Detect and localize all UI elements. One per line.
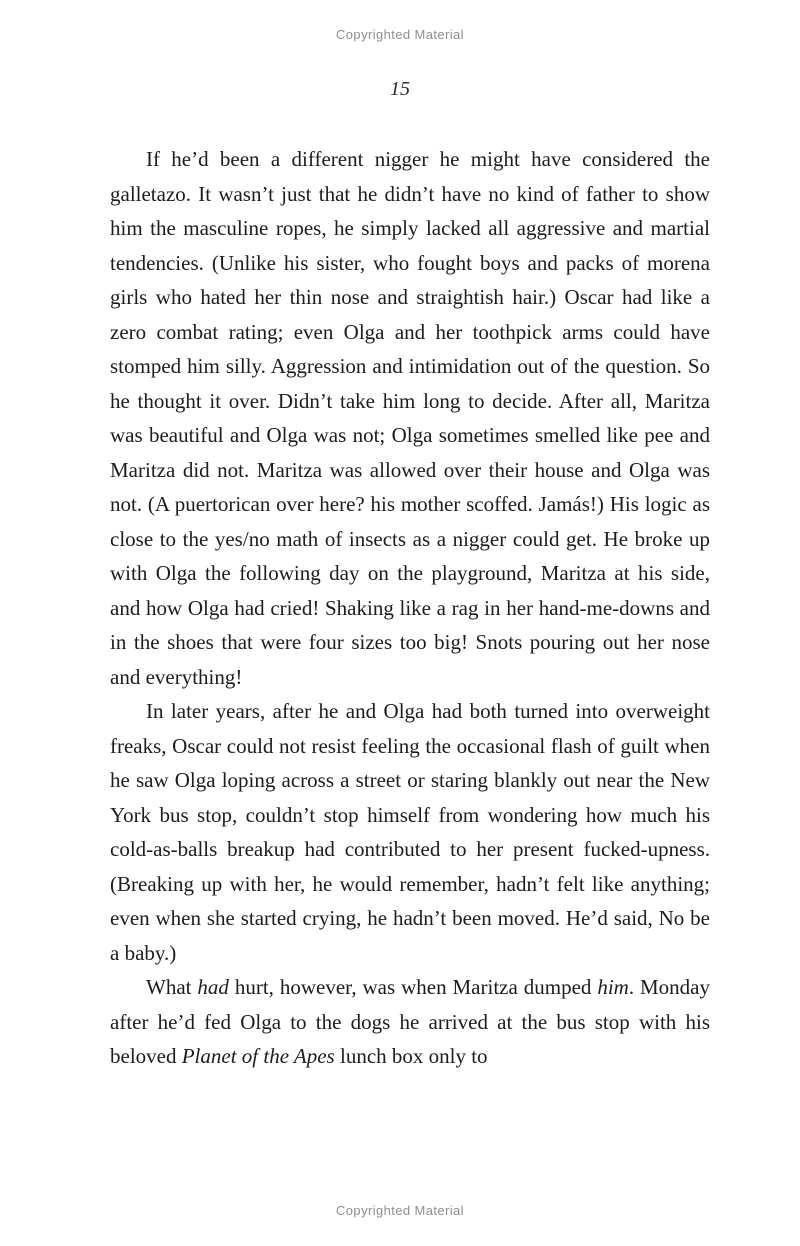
text-run: lunch box only to bbox=[334, 1044, 488, 1068]
text-run: . Monday after he’d fed Olga to the dogs he arrived at the bus stop with his beloved bbox=[110, 975, 711, 1068]
italic-text-run: had bbox=[197, 975, 229, 999]
paragraph bbox=[110, 970, 710, 1074]
text-run: What bbox=[146, 975, 198, 999]
page-text bbox=[110, 142, 710, 1074]
italic-text-run: him bbox=[597, 975, 629, 999]
text-run: If he’d been a different nigger he might have considered the galletazo. It wasn’t just that he didn’t have no kind of father to show him the masculine ropes, he simply lacked all aggressive and martial tendencies. (Unlike his sister, who fought boys and packs of morena girls who hated her thin nose and straightish hair.) Oscar had like a zero combat rating; even Olga and her toothpick arms could have stomped him silly. Aggression and intimidation out of the question. So he thought it over. Didn’t take him long to decide. After all, Maritza was beautiful and Olga was not; Olga sometimes smelled like pee and Maritza did not. Maritza was allowed over their house and Olga was not. (A puertorican over here? his mother scoffed. Jamás!) His logic as close to the yes/no math of insects as a nigger could get. He broke up with Olga the following day on the playground, Maritza at his side, and how Olga had cried! Shaking like a rag in her hand-me-downs and in the shoes that were four sizes too big! Snots pouring out her nose and everything! bbox=[110, 147, 710, 689]
text-run: In later years, after he and Olga had both turned into overweight freaks, Oscar could not resist feeling the occasional flash of guilt when he saw Olga loping across a street or staring blankly out near the New York bus stop, couldn’t stop himself from wondering how much his cold-as-balls breakup had contributed to her present fucked-upness. (Breaking up with her, he would remember, hadn’t felt like anything; even when she started crying, he hadn’t been moved. He’d said, No be a baby.) bbox=[110, 699, 710, 965]
paragraph bbox=[110, 142, 710, 694]
text-run: hurt, however, was when Maritza dumped bbox=[228, 975, 598, 999]
page-number: 15 bbox=[390, 78, 410, 100]
copyright-notice-top: Copyrighted Material bbox=[336, 27, 464, 42]
copyright-notice-bottom: Copyrighted Material bbox=[336, 1203, 464, 1218]
paragraph bbox=[110, 694, 710, 970]
italic-text-run: Planet of the Apes bbox=[181, 1044, 335, 1068]
